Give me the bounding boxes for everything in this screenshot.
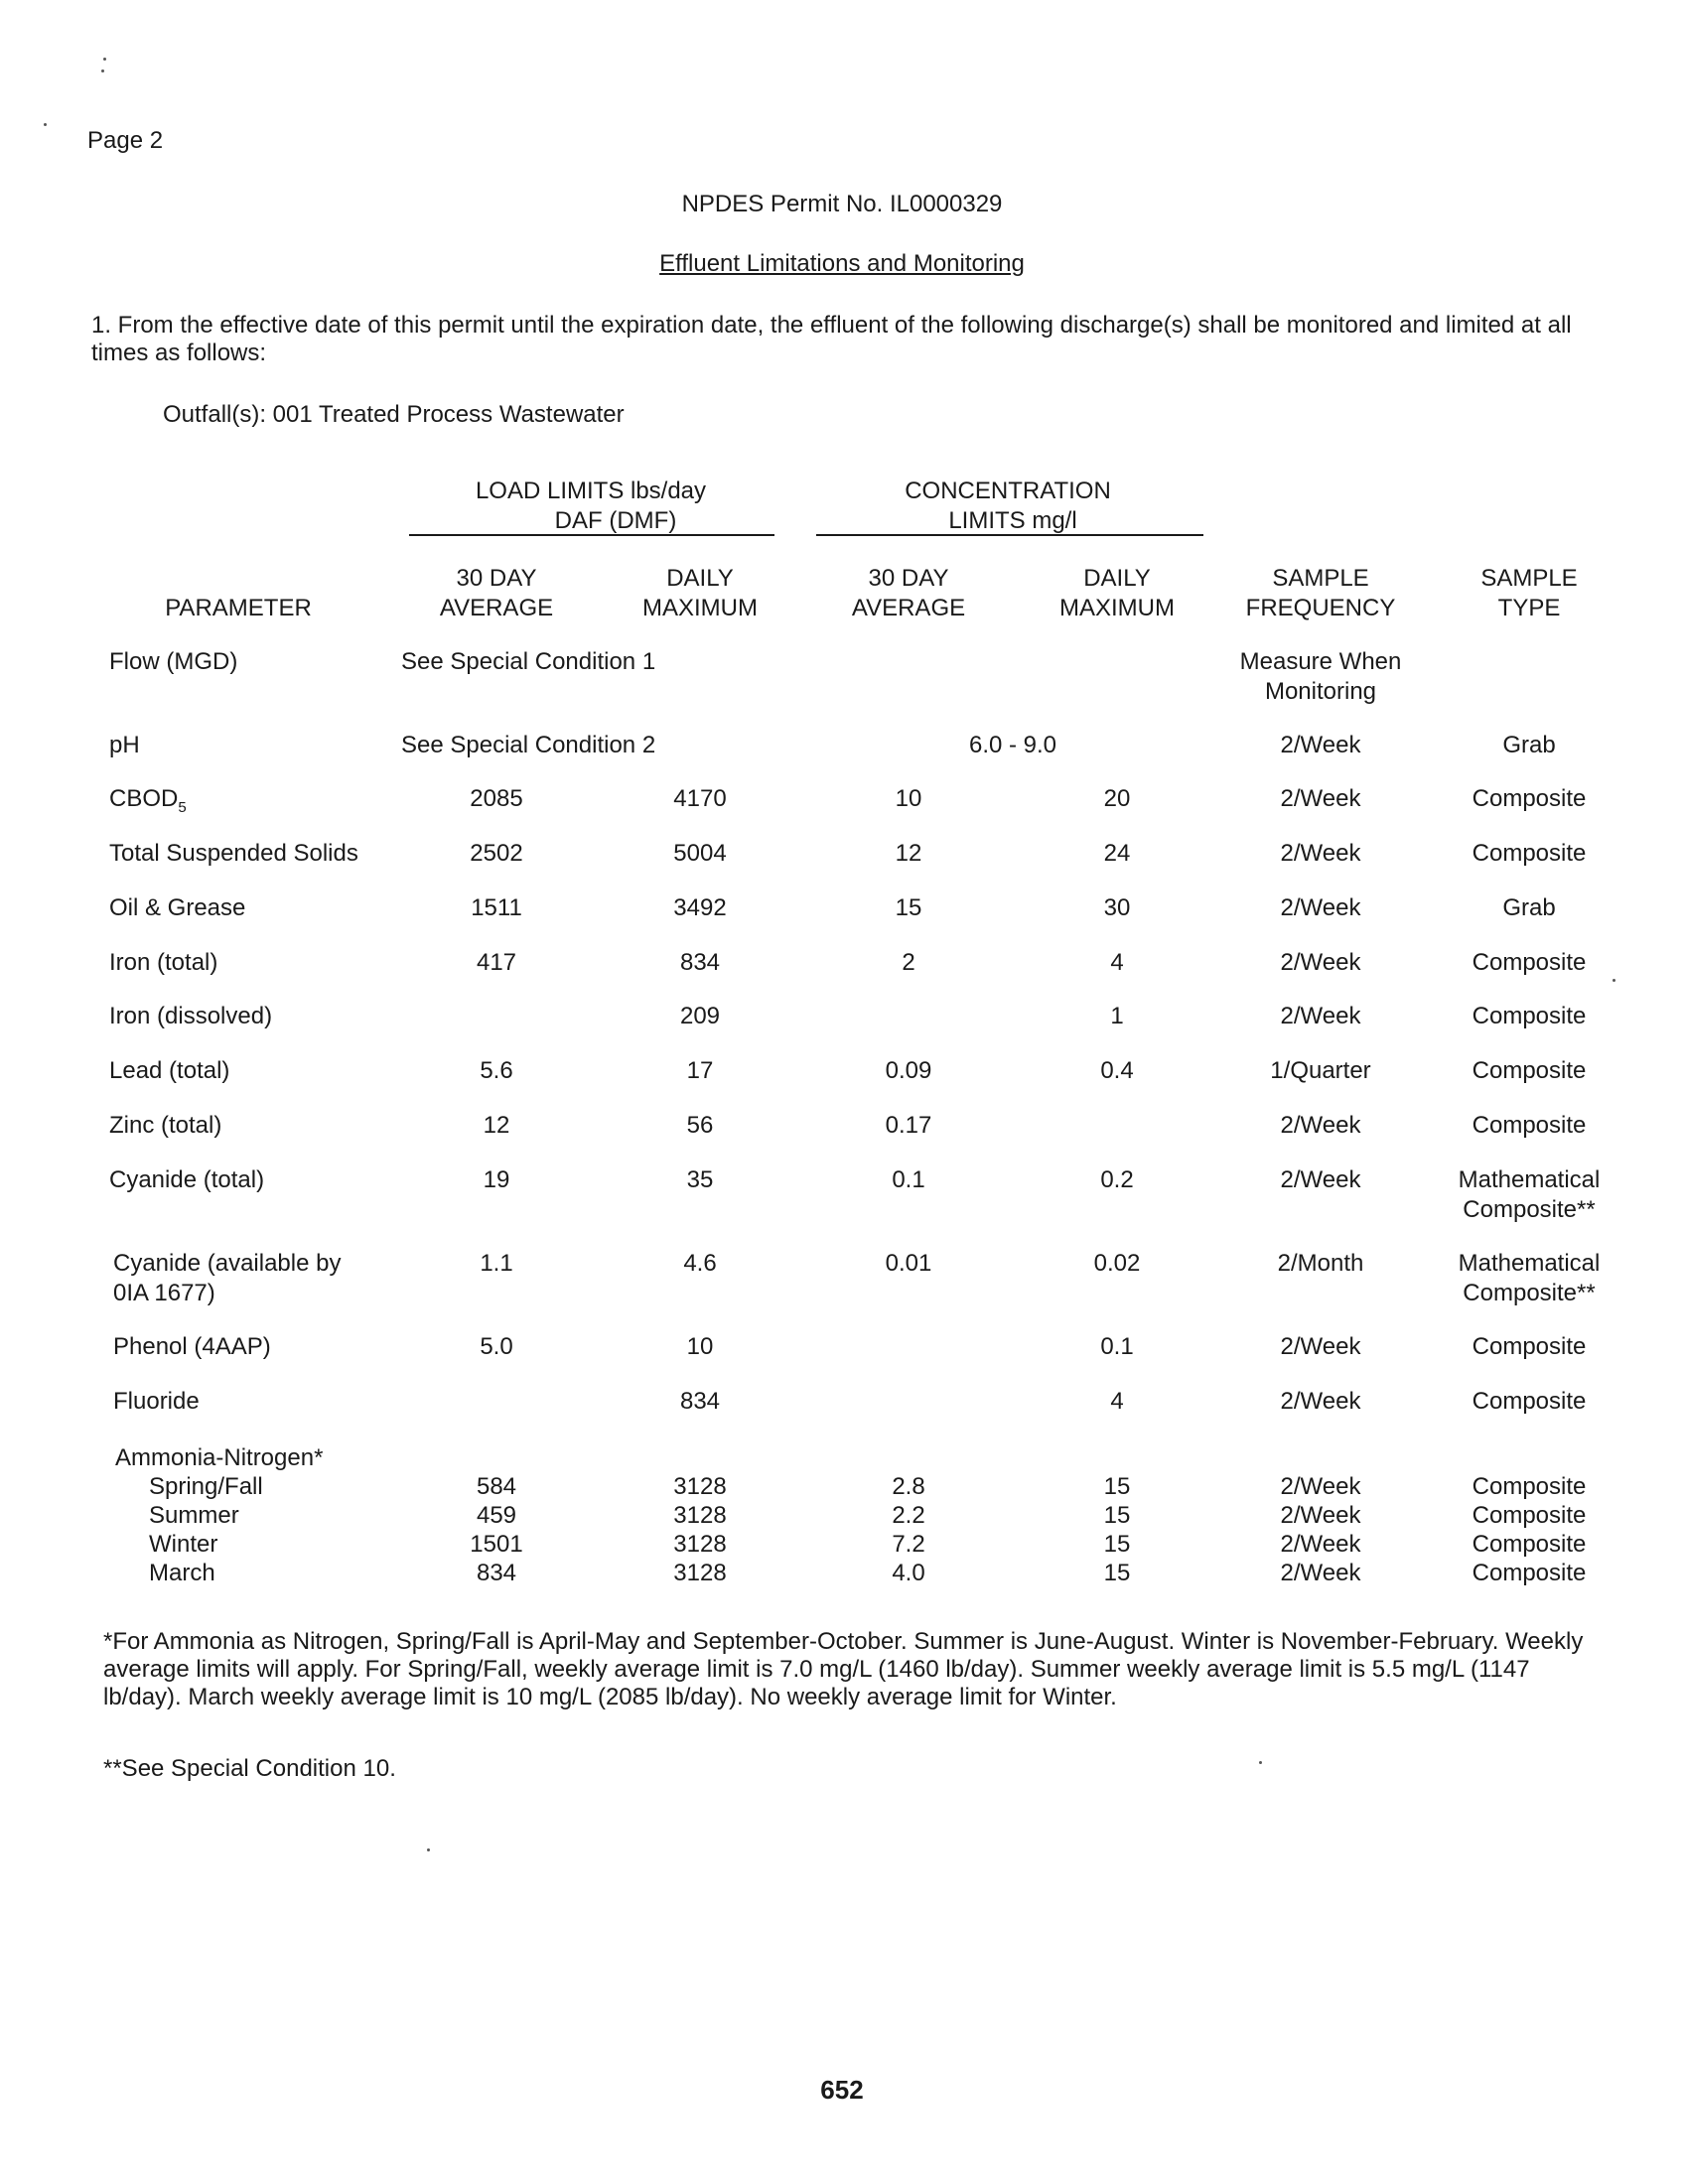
row-conc-max: 0.02 (1093, 1250, 1141, 1277)
row-parameter: Ammonia-Nitrogen* (115, 1444, 324, 1471)
row-type-line2: Composite** (1463, 1196, 1596, 1223)
row-season: March (149, 1560, 215, 1586)
row-load-max: 3128 (673, 1531, 727, 1558)
row-type: Composite (1472, 1333, 1587, 1360)
scan-speck (1259, 1761, 1262, 1764)
section-title: Effluent Limitations and Monitoring (659, 250, 1025, 277)
concentration-rule (816, 534, 1203, 536)
row-load-max: 834 (679, 949, 721, 976)
row-load-avg: 5.0 (480, 1333, 513, 1360)
row-parameter: Oil & Grease (109, 894, 246, 921)
row-parameter: Cyanide (total) (109, 1166, 265, 1193)
row-conc-avg: 10 (895, 785, 922, 812)
concentration-subheader: LIMITS mg/l (948, 507, 1077, 534)
row-type: Mathematical (1458, 1166, 1601, 1193)
row-note: See Special Condition 1 (401, 648, 656, 675)
permit-number: NPDES Permit No. IL0000329 (681, 191, 1003, 217)
scan-speck (44, 123, 47, 126)
row-load-max: 35 (686, 1166, 714, 1193)
row-type: Composite (1472, 1057, 1587, 1084)
type-header-line1: SAMPLE (1480, 565, 1578, 592)
row-load-max: 56 (686, 1112, 714, 1139)
row-conc-max: 15 (1103, 1502, 1131, 1529)
row-load-max: 4.6 (683, 1250, 717, 1277)
row-conc-avg: 2.8 (892, 1473, 925, 1500)
row-conc-max: 15 (1103, 1473, 1131, 1500)
row-conc-avg: 4.0 (892, 1560, 925, 1586)
row-conc-range: 6.0 - 9.0 (968, 732, 1057, 758)
row-season: Summer (149, 1502, 239, 1529)
row-type: Grab (1502, 894, 1556, 921)
row-conc-avg: 0.17 (885, 1112, 932, 1139)
concentration-header: CONCENTRATION (905, 478, 1111, 504)
row-frequency: 2/Week (1280, 1502, 1361, 1529)
row-conc-max: 24 (1103, 840, 1131, 867)
row-frequency: 2/Week (1280, 894, 1361, 921)
row-type: Composite (1472, 1560, 1587, 1586)
row-type: Composite (1472, 949, 1587, 976)
load-daily-header-line1: DAILY (666, 565, 734, 592)
freq-header-line2: FREQUENCY (1245, 595, 1396, 621)
row-type: Composite (1472, 785, 1587, 812)
row-frequency: 2/Week (1280, 1560, 1361, 1586)
row-type: Composite (1472, 1531, 1587, 1558)
row-conc-max: 0.1 (1100, 1333, 1134, 1360)
row-load-avg: 1511 (471, 894, 522, 921)
row-conc-avg: 0.01 (885, 1250, 932, 1277)
row-conc-avg: 15 (895, 894, 922, 921)
row-load-avg: 19 (483, 1166, 510, 1193)
intro-paragraph: 1. From the effective date of this permit until the expiration date, the effluent of the following discharge(s) shall be monitored and limited at all times as follows: (91, 312, 1572, 366)
row-load-max: 5004 (673, 840, 727, 867)
row-frequency: 2/Month (1277, 1250, 1364, 1277)
row-type-line2: Composite** (1463, 1280, 1596, 1306)
row-load-max: 3128 (673, 1560, 727, 1586)
row-parameter-text: CBOD (109, 785, 179, 812)
load-limits-subheader: DAF (DMF) (554, 507, 677, 534)
row-load-avg: 584 (476, 1473, 517, 1500)
row-type: Grab (1502, 732, 1556, 758)
conc-daily-header-line1: DAILY (1083, 565, 1151, 592)
scan-speck (101, 69, 104, 72)
row-conc-max: 1 (1110, 1003, 1124, 1029)
load-limits-header: LOAD LIMITS lbs/day (475, 478, 707, 504)
footnote-ammonia: *For Ammonia as Nitrogen, Spring/Fall is April-May and September-October. Summer is June-August. Winter is November-February. Weekly average limits will apply. For Spring/Fall, weekly average limit is 7.0 mg/L (1460 lb/day). Summer weekly average limit is 5.5 mg/L (1147 lb/day). March weekly average limit is 10 mg/L (2085 lb/day). No weekly average limit for Winter. (103, 1628, 1584, 1710)
row-parameter: Fluoride (113, 1388, 200, 1415)
row-load-avg: 2085 (470, 785, 523, 812)
row-conc-max: 15 (1103, 1560, 1131, 1586)
row-load-avg: 417 (476, 949, 517, 976)
row-frequency: 2/Week (1280, 1166, 1361, 1193)
row-parameter: Flow (MGD) (109, 648, 238, 675)
row-parameter: Iron (total) (109, 949, 218, 976)
row-load-avg: 1501 (470, 1531, 523, 1558)
row-conc-max: 15 (1103, 1531, 1131, 1558)
row-type: Composite (1472, 1112, 1587, 1139)
scan-speck (427, 1848, 430, 1851)
row-parameter: Phenol (4AAP) (113, 1333, 271, 1360)
conc-daily-header-line2: MAXIMUM (1059, 595, 1175, 621)
load-limits-rule (409, 534, 774, 536)
row-frequency: 2/Week (1280, 949, 1361, 976)
row-load-max: 834 (679, 1388, 721, 1415)
row-frequency: 2/Week (1280, 1388, 1361, 1415)
row-conc-max: 0.2 (1100, 1166, 1134, 1193)
row-parameter (109, 784, 187, 823)
row-parameter: Cyanide (available by (113, 1250, 342, 1277)
row-conc-avg: 0.1 (892, 1166, 925, 1193)
row-frequency: 2/Week (1280, 1473, 1361, 1500)
row-season: Winter (149, 1531, 218, 1558)
row-frequency: 2/Week (1280, 840, 1361, 867)
row-conc-max: 30 (1103, 894, 1131, 921)
row-type: Composite (1472, 840, 1587, 867)
row-conc-avg: 2.2 (892, 1502, 925, 1529)
row-load-max: 3492 (673, 894, 727, 921)
row-frequency: 1/Quarter (1270, 1057, 1371, 1084)
parameter-header: PARAMETER (165, 595, 312, 621)
scan-speck (103, 58, 106, 61)
row-conc-avg: 2 (902, 949, 915, 976)
row-load-avg: 12 (483, 1112, 510, 1139)
row-load-avg: 834 (476, 1560, 517, 1586)
row-load-max: 3128 (673, 1502, 727, 1529)
row-conc-max: 4 (1110, 949, 1124, 976)
load-daily-header-line2: MAXIMUM (642, 595, 758, 621)
page-number: 652 (820, 2075, 864, 2105)
row-load-max: 17 (686, 1057, 714, 1084)
row-type: Composite (1472, 1003, 1587, 1029)
conc-30day-header-line2: AVERAGE (851, 595, 966, 621)
row-frequency: 2/Week (1280, 1112, 1361, 1139)
row-frequency: 2/Week (1280, 1333, 1361, 1360)
row-load-avg: 459 (476, 1502, 517, 1529)
row-note: See Special Condition 2 (401, 732, 656, 758)
footnote-special-condition: **See Special Condition 10. (103, 1755, 396, 1782)
row-parameter: pH (109, 732, 140, 758)
scan-speck (1613, 979, 1615, 982)
row-type: Composite (1472, 1388, 1587, 1415)
row-conc-avg: 12 (895, 840, 922, 867)
row-conc-max: 20 (1103, 785, 1131, 812)
row-type: Composite (1472, 1502, 1587, 1529)
row-load-max: 3128 (673, 1473, 727, 1500)
row-parameter: Lead (total) (109, 1057, 230, 1084)
row-load-max: 209 (679, 1003, 721, 1029)
row-conc-max: 4 (1110, 1388, 1124, 1415)
row-frequency-line2: Monitoring (1264, 678, 1377, 705)
row-conc-avg: 7.2 (892, 1531, 925, 1558)
row-frequency: 2/Week (1280, 785, 1361, 812)
row-frequency: Measure When (1239, 648, 1402, 675)
conc-30day-header-line1: 30 DAY (868, 565, 949, 592)
row-parameter: Zinc (total) (109, 1112, 222, 1139)
type-header-line2: TYPE (1497, 595, 1561, 621)
row-parameter-subscript: 5 (178, 798, 187, 816)
row-parameter: Total Suspended Solids (109, 840, 358, 867)
freq-header-line1: SAMPLE (1272, 565, 1369, 592)
row-load-avg: 1.1 (480, 1250, 513, 1277)
row-frequency: 2/Week (1280, 732, 1361, 758)
outfall-line: Outfall(s): 001 Treated Process Wastewater (163, 401, 625, 428)
load-30day-header-line2: AVERAGE (439, 595, 554, 621)
row-load-max: 10 (686, 1333, 714, 1360)
row-conc-avg: 0.09 (885, 1057, 932, 1084)
row-parameter-line2: 0IA 1677) (113, 1280, 215, 1306)
row-frequency: 2/Week (1280, 1003, 1361, 1029)
page-label: Page 2 (87, 127, 164, 154)
row-parameter: Iron (dissolved) (109, 1003, 273, 1029)
row-type: Mathematical (1458, 1250, 1601, 1277)
row-conc-max: 0.4 (1100, 1057, 1134, 1084)
row-load-avg: 5.6 (480, 1057, 513, 1084)
row-load-avg: 2502 (470, 840, 523, 867)
row-type: Composite (1472, 1473, 1587, 1500)
row-season: Spring/Fall (149, 1473, 263, 1500)
row-frequency: 2/Week (1280, 1531, 1361, 1558)
load-30day-header-line1: 30 DAY (456, 565, 537, 592)
row-load-max: 4170 (673, 785, 727, 812)
